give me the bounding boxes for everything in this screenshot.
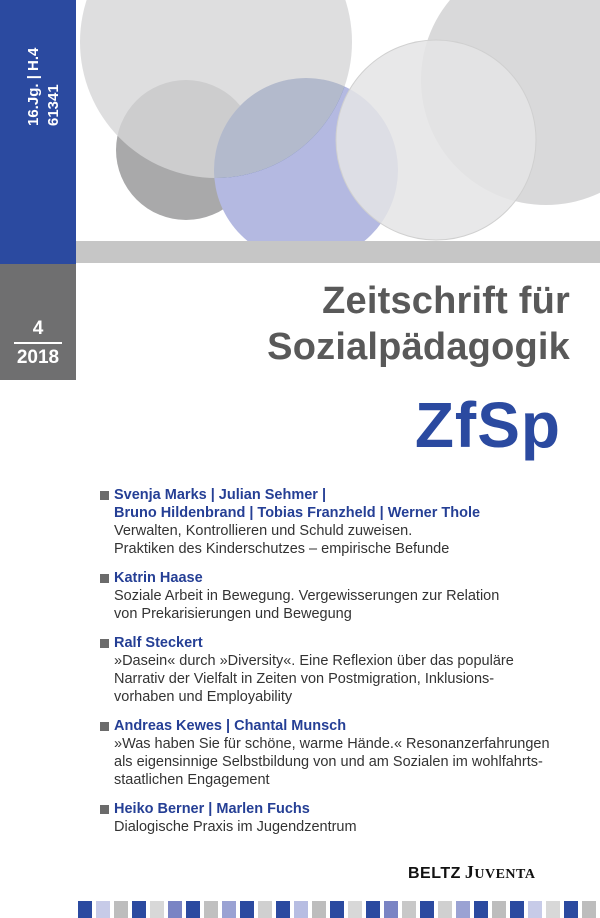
- issue-number: 4: [32, 318, 44, 339]
- author-line: Svenja Marks | Julian Sehmer |: [114, 487, 327, 503]
- title-line: vorhaben und Employability: [114, 689, 293, 705]
- publisher-logo: [408, 862, 568, 882]
- title-line: staatlichen Engagement: [114, 772, 270, 788]
- circles-graphic: [76, 0, 600, 264]
- title-line-2: Sozialpädagogik: [267, 326, 570, 368]
- issue-divider: [14, 342, 62, 344]
- author-line: Heiko Berner | Marlen Fuchs: [114, 801, 310, 817]
- entry-title: [114, 652, 588, 706]
- spine-code: 61341: [45, 84, 62, 126]
- publisher-name-beltz: BELTZ: [408, 865, 461, 882]
- title-line: Narrativ der Vielfalt in Zeiten von Postmigration, Inklusions-: [114, 671, 495, 687]
- title-line: »Dasein« durch »Diversity«. Eine Reflexion über das populäre: [114, 653, 514, 669]
- entry-title: [114, 522, 588, 558]
- square-bullet-icon: [100, 491, 109, 500]
- journal-abbreviation: ZfSp: [414, 389, 561, 461]
- publisher-name-j: J: [464, 862, 475, 882]
- spine-text: [14, 18, 66, 128]
- title-line: Soziale Arbeit in Bewegung. Vergewisserungen zur Relation: [114, 588, 500, 604]
- table-of-contents: [98, 486, 588, 847]
- entry-authors: [114, 569, 588, 587]
- square-bullet-icon: [100, 722, 109, 731]
- toc-entry: [98, 486, 588, 558]
- entry-authors: [114, 717, 588, 735]
- title-line: Praktiken des Kinderschutzes – empirische Befunde: [114, 541, 450, 557]
- entry-title: [114, 735, 588, 789]
- entry-authors: [114, 800, 588, 818]
- publisher-name-juventa: UVENTA: [474, 867, 536, 882]
- journal-title: [200, 278, 570, 370]
- spine-volume-issue: 16.Jg. | H.4: [25, 47, 42, 126]
- square-bullet-icon: [100, 639, 109, 648]
- author-line: Ralf Steckert: [114, 635, 203, 651]
- toc-entry: [98, 569, 588, 623]
- title-line: »Was haben Sie für schöne, warme Hände.« Resonanzerfahrungen: [114, 736, 550, 752]
- author-line: Bruno Hildenbrand | Tobias Franzheld | Werner Thole: [114, 505, 481, 521]
- title-line: Verwalten, Kontrollieren und Schuld zuweisen.: [114, 523, 413, 539]
- title-line: von Prekarisierungen und Bewegung: [114, 606, 352, 622]
- title-line: als eigensinnige Selbstbildung von und am Sozialen im wohlfahrts-: [114, 754, 543, 770]
- toc-entry: [98, 717, 588, 789]
- toc-entry: [98, 800, 588, 836]
- entry-title: [114, 818, 588, 836]
- entry-title: [114, 587, 588, 623]
- title-line: Dialogische Praxis im Jugendzentrum: [114, 819, 357, 835]
- author-line: Andreas Kewes | Chantal Munsch: [114, 718, 347, 734]
- square-bullet-icon: [100, 574, 109, 583]
- left-column: [0, 0, 76, 918]
- author-line: Katrin Haase: [114, 570, 203, 586]
- entry-authors: [114, 486, 588, 522]
- square-bullet-icon: [100, 805, 109, 814]
- gray-band: [76, 241, 600, 263]
- issue-year: 2018: [16, 347, 60, 368]
- entry-authors: [114, 634, 588, 652]
- title-line-1: Zeitschrift für: [322, 280, 570, 322]
- toc-entry: [98, 634, 588, 706]
- decorative-square-strip: [76, 901, 600, 918]
- gray-circle-right-front: [336, 40, 536, 240]
